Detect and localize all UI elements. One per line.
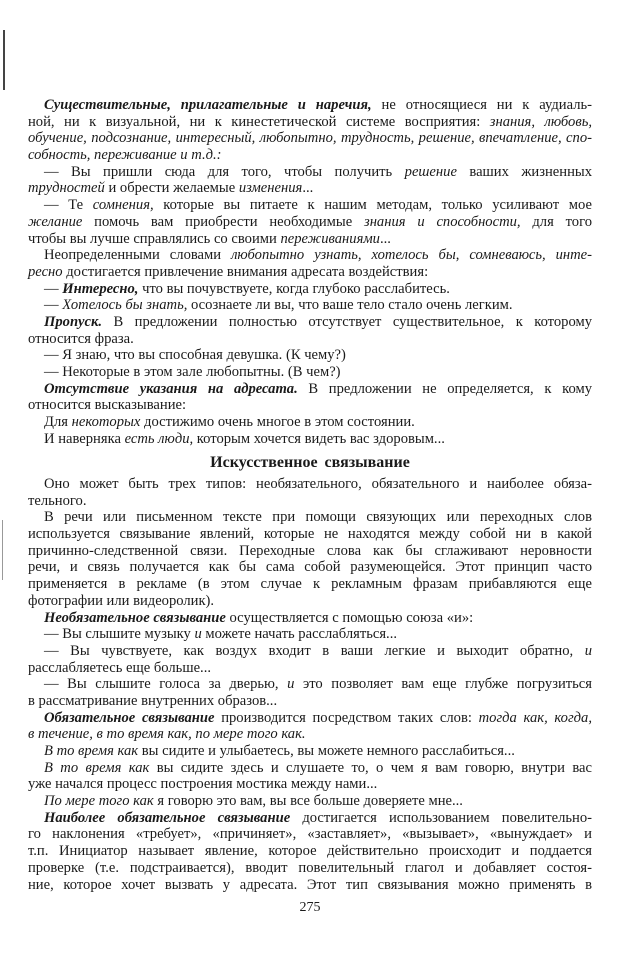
italic-text: в течение, в то время как, по мере того как.	[28, 726, 306, 743]
text-line	[28, 626, 592, 643]
text-segment: — Те	[44, 197, 93, 214]
text-line	[28, 331, 592, 348]
text-line	[28, 810, 592, 827]
text-segment: — Вы слышите музыку	[44, 626, 195, 643]
text-segment: используется связывание явлений, которые не находятся между собой ни в какой	[28, 526, 592, 543]
text-segment: достижимо очень многое в этом состоянии.	[140, 414, 415, 431]
bold-term: Отсутствие указания на адресата.	[44, 380, 298, 397]
text-line	[28, 297, 592, 314]
text-line	[28, 214, 592, 231]
text-segment: — Я знаю, что вы способная девушка. (К чему?)	[44, 347, 346, 364]
text-segment: т.п. Инициатор называет явление, которое действительно происходит и поддается	[28, 843, 592, 860]
text-line	[28, 660, 592, 677]
text-segment: применяется в рекламе (в этом случае к рекламным фразам прибавляются еще	[28, 576, 592, 593]
page-number: 275	[299, 900, 321, 915]
bold-term: Обязательное связывание	[44, 709, 215, 726]
text-line	[28, 414, 592, 431]
italic-text: знания и способности,	[364, 213, 521, 230]
text-segment: помочь вам приобрести необходимые	[82, 213, 364, 230]
text-segment: — Вы чувствуете, как воздух входит в ваши легкие и выходит обратно,	[44, 642, 585, 659]
text-line	[28, 726, 592, 743]
text-segment: го наклонения «требует», «причиняет», «заставляет», «вызывает», «вынуждает» и	[28, 826, 592, 843]
text-segment: относится фраза.	[28, 330, 134, 347]
text-line	[28, 593, 592, 610]
text-line	[28, 147, 592, 164]
scan-edge-mark	[2, 520, 3, 580]
text-line	[28, 776, 592, 793]
bold-term: Существительные, прилагательные и наречия,	[44, 97, 372, 113]
text-segment: ние, которое хочет вызвать у адресата. Этот тип связывания можно применять в	[28, 876, 592, 893]
italic-text: знания, любовь,	[489, 113, 592, 130]
text-line	[28, 843, 592, 860]
text-line	[28, 676, 592, 693]
text-line	[28, 493, 592, 510]
italic-text: любопытно узнать, хотелось бы, сомневаюсь, инте-	[231, 247, 592, 264]
text-segment: не относящиеся ни к аудиаль-	[371, 97, 592, 113]
text-segment: достигается привлечение внимания адресата воздействия:	[62, 263, 429, 280]
text-segment: достигается использованием повелительно-	[290, 809, 592, 826]
text-segment: речи, и связь получается как бы сама собой разумеющейся. Этот принцип часто	[28, 559, 592, 576]
text-line	[28, 526, 592, 543]
italic-text: переживаниями	[280, 230, 380, 247]
text-segment: ...	[302, 180, 314, 197]
text-line	[28, 826, 592, 843]
text-line	[28, 264, 592, 281]
text-segment: ваших жизненных	[456, 163, 593, 180]
text-segment: проверке (т.е. подстраивается), вводит повелительный глагол и добавляет состоя-	[28, 859, 592, 876]
text-block-artificial-linking	[28, 476, 592, 893]
italic-text: и	[287, 676, 295, 693]
text-segment: осознаете ли вы, что ваше тело стало очень легким.	[187, 297, 513, 314]
text-line	[28, 860, 592, 877]
text-line	[28, 576, 592, 593]
text-line	[28, 97, 592, 114]
text-segment: относится высказывание:	[28, 397, 187, 414]
text-block-definitions	[28, 97, 592, 447]
text-line	[28, 247, 592, 264]
text-segment: причинно-следственной связи. Переходные слова как бы сглаживают неровности	[28, 542, 592, 559]
italic-text: тогда как, когда,	[478, 709, 592, 726]
text-segment: чтобы вы лучше справлялись со своими	[28, 230, 281, 247]
scan-edge-mark	[3, 30, 5, 90]
text-segment: В предложении не определяется, к кому	[297, 380, 592, 397]
text-segment: —	[44, 280, 63, 297]
italic-text: сомнения,	[92, 197, 154, 214]
text-line	[28, 559, 592, 576]
text-line	[28, 431, 592, 448]
text-segment: для того	[520, 213, 592, 230]
italic-text: желание	[28, 213, 83, 230]
text-segment: можете начать расслабляться...	[201, 626, 398, 643]
text-line	[28, 381, 592, 398]
text-segment: В предложении полностью отсутствует существительное, к которому	[102, 313, 592, 330]
text-segment: И наверняка	[44, 430, 125, 447]
italic-text: обучение, подсознание, интересный, любопытно, трудность, решение, впечатление, спо-	[28, 130, 592, 147]
text-line	[28, 610, 592, 627]
italic-text: трудностей	[28, 180, 105, 197]
italic-text: ресно	[28, 263, 63, 280]
text-segment: это позволяет вам еще глубже погрузиться	[294, 676, 592, 693]
text-segment: Для	[44, 414, 72, 431]
text-segment: ...	[379, 230, 391, 247]
text-line	[28, 197, 592, 214]
italic-text: и	[584, 642, 592, 659]
italic-text: собность, переживание и т.д.:	[28, 147, 222, 164]
text-line	[28, 164, 592, 181]
text-segment: которым хочется видеть вас здоровым...	[193, 430, 445, 447]
text-segment: Неопределенными словами	[44, 247, 232, 264]
text-segment: Оно может быть трех типов: необязательного, обязательного и наиболее обяза-	[44, 476, 592, 492]
text-line	[28, 130, 592, 147]
text-line	[28, 509, 592, 526]
text-line	[28, 231, 592, 248]
text-line	[28, 643, 592, 660]
text-segment: уже начался процесс построения мостика между нами...	[28, 776, 378, 793]
text-segment: — Вы слышите голоса за дверью,	[44, 676, 288, 693]
text-line	[28, 693, 592, 710]
italic-text: изменения	[238, 180, 303, 197]
text-segment: — Некоторые в этом зале любопытны. (В чем?)	[44, 364, 341, 380]
italic-text: есть люди,	[124, 430, 194, 447]
italic-text: и	[194, 626, 202, 643]
text-segment: я говорю это вам, вы все больше доверяете мне...	[153, 793, 463, 810]
text-line	[28, 114, 592, 131]
bold-term: Наиболее обязательное связывание	[44, 809, 291, 826]
text-segment: осуществляется с помощью союза «и»:	[225, 609, 474, 626]
text-segment: что вы почувствуете, когда глубоко расслабитесь.	[138, 280, 450, 297]
bold-term: Необязательное связывание	[44, 609, 226, 626]
bold-term: Пропуск.	[44, 313, 103, 330]
text-segment: производится посредством таких слов:	[214, 709, 479, 726]
text-line	[28, 314, 592, 331]
text-segment: расслабляетесь еще больше...	[28, 659, 211, 676]
text-segment: в рассматривание внутренних образов...	[28, 692, 278, 709]
text-line	[28, 760, 592, 777]
text-segment: вы сидите здесь и слушаете то, о чем я вам говорю, внутри вас	[149, 759, 592, 776]
text-segment: вы сидите и улыбаетесь, вы можете немного расслабиться...	[138, 743, 515, 759]
text-segment: ной, ни к визуальной, ни к кинестетической системе восприятия:	[28, 113, 490, 130]
italic-text: Хотелось бы знать,	[62, 297, 188, 314]
italic-text: По мере того как	[44, 793, 154, 810]
text-segment: тельного.	[28, 492, 87, 509]
text-segment: — Вы пришли сюда для того, чтобы получить	[44, 163, 405, 180]
italic-text: В то время как	[44, 743, 139, 759]
italic-text: некоторых	[71, 414, 141, 431]
text-line	[28, 180, 592, 197]
section-heading: Искусственное связывание	[210, 454, 410, 471]
text-line	[28, 281, 592, 298]
text-line	[28, 743, 592, 760]
text-segment: и обрести желаемые	[104, 180, 239, 197]
text-line	[28, 397, 592, 414]
text-segment: —	[44, 297, 63, 314]
italic-text: решение	[404, 163, 457, 180]
bold-term: Интересно,	[62, 280, 139, 297]
text-segment: фотографии или видеоролик).	[28, 592, 215, 609]
text-line	[28, 364, 592, 381]
text-line	[28, 710, 592, 727]
text-segment: которые вы питаете к нашим методам, только усиливают мое	[153, 197, 592, 214]
text-line	[28, 347, 592, 364]
text-line	[28, 793, 592, 810]
text-line	[28, 877, 592, 894]
italic-text: В то время как	[44, 759, 150, 776]
text-segment: В речи или письменном тексте при помощи связующих или переходных слов	[44, 509, 592, 526]
text-line	[28, 476, 592, 493]
text-line	[28, 543, 592, 560]
